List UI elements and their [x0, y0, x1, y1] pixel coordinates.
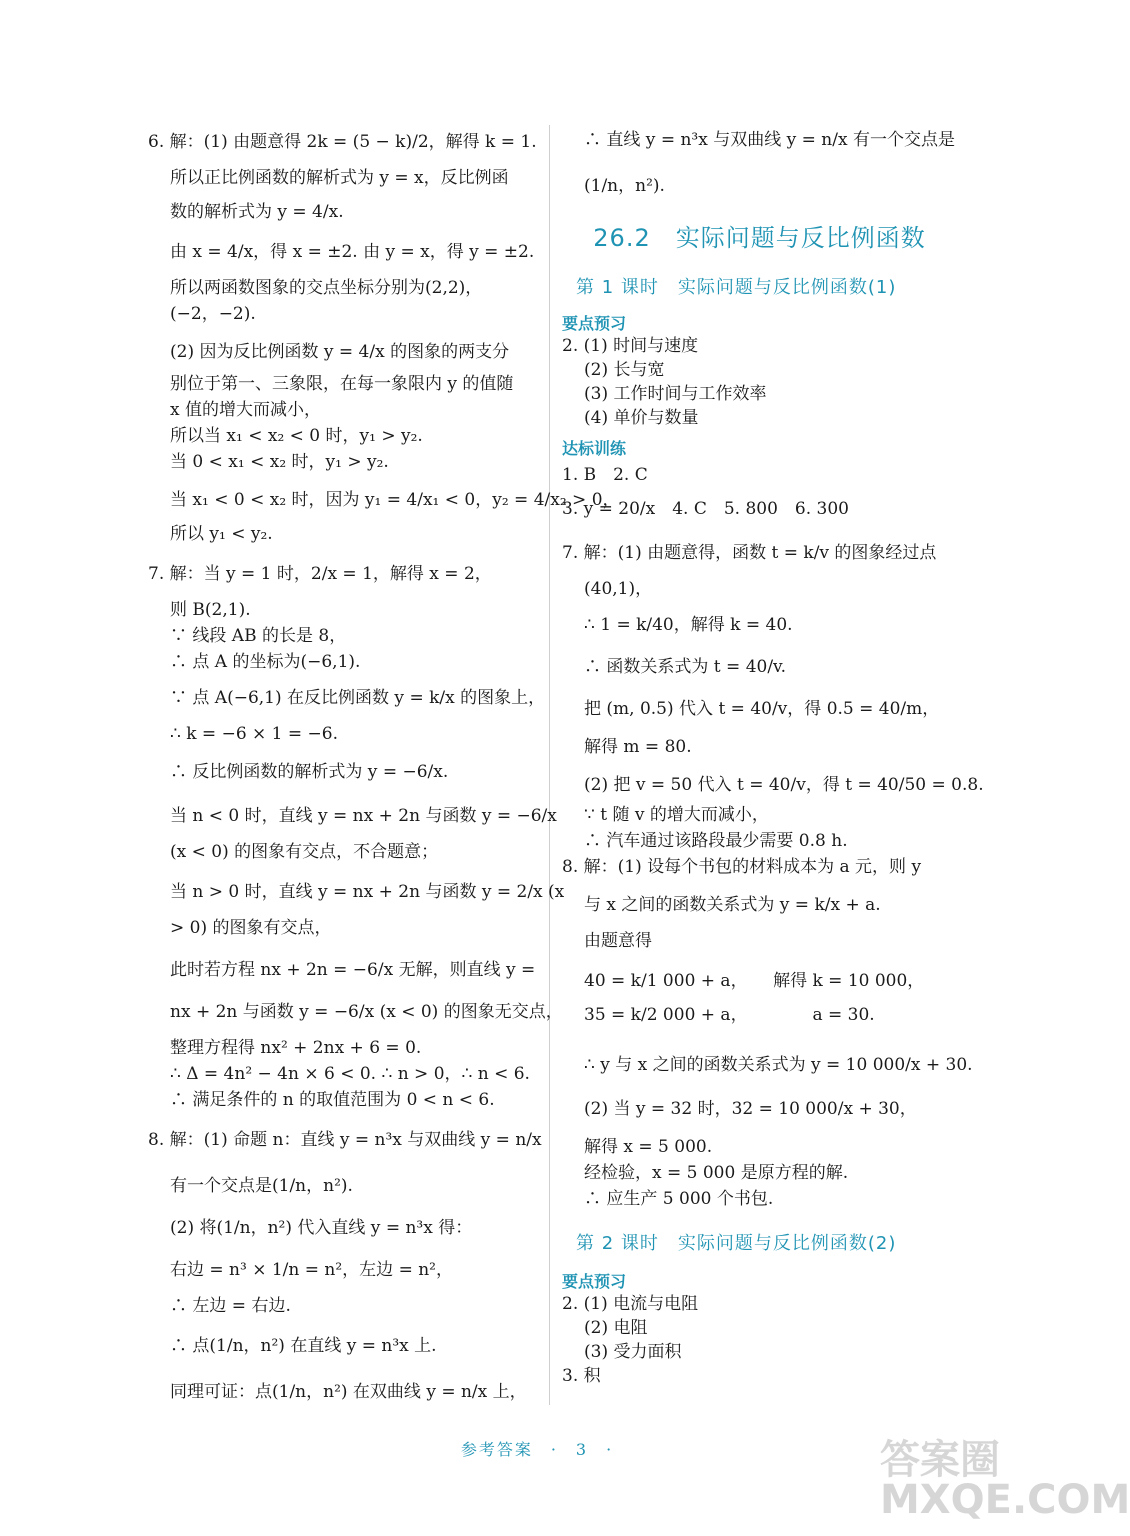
text-line: (2) 电阻	[584, 1318, 648, 1338]
lesson-1-title: 第 1 课时 实际问题与反比例函数(1)	[576, 277, 897, 298]
text-line: 所以两函数图象的交点坐标分别为(2,2)，	[170, 278, 483, 298]
section-title: 26.2 实际问题与反比例函数	[593, 224, 926, 252]
text-line: 当 n < 0 时，直线 y = nx + 2n 与函数 y = −6/x	[170, 806, 557, 826]
lesson-2-title: 第 2 课时 实际问题与反比例函数(2)	[576, 1233, 897, 1254]
text-line: ∴ y 与 x 之间的函数关系式为 y = 10 000/x + 30.	[584, 1055, 973, 1075]
text-line: 1. B 2. C	[562, 465, 648, 485]
text-line: ∴ 点 A 的坐标为(−6,1).	[170, 652, 361, 672]
text-line: ∵ 点 A(−6,1) 在反比例函数 y = k/x 的图象上，	[170, 688, 546, 708]
text-line: > 0) 的图象有交点，	[170, 918, 332, 938]
text-line: 则 B(2,1).	[170, 600, 251, 620]
page-footer: 参考答案 · 3 ·	[460, 1440, 614, 1459]
preview-2-list	[562, 1292, 957, 1388]
text-line: 别位于第一、三象限，在每一象限内 y 的值随	[170, 374, 514, 394]
tag-preview-2: 要点预习	[562, 1272, 627, 1291]
text-line: 有一个交点是(1/n，n²).	[170, 1176, 353, 1196]
text-line: (2) 长与宽	[584, 360, 665, 380]
text-line: 右边 = n³ × 1/n = n²，左边 = n²，	[170, 1260, 453, 1280]
text-line: 同理可证：点(1/n，n²) 在双曲线 y = n/x 上，	[170, 1382, 527, 1402]
text-line: 解得 m = 80.	[584, 737, 692, 757]
text-line: 所以 y₁ < y₂.	[170, 524, 273, 544]
text-line: ∵ 线段 AB 的长是 8，	[170, 626, 347, 646]
text-line: 40 = k/1 000 + a， 解得 k = 10 000，	[584, 971, 925, 991]
text-line: 由题意得	[584, 931, 652, 951]
text-line: 整理方程得 nx² + 2nx + 6 = 0.	[170, 1038, 422, 1058]
text-line: 3. 积	[562, 1366, 601, 1386]
text-line: 6. 解：(1) 由题意得 2k = (5 − k)/2，解得 k = 1.	[148, 132, 537, 152]
text-line: 7. 解：(1) 由题意得，函数 t = k/v 的图象经过点	[562, 543, 937, 563]
text-line: x 值的增大而减小，	[170, 400, 321, 420]
text-line: 解得 x = 5 000.	[584, 1137, 713, 1157]
text-line: ∴ 1 = k/40，解得 k = 40.	[584, 615, 793, 635]
text-line: 由 x = 4/x，得 x = ±2. 由 y = x，得 y = ±2.	[170, 242, 535, 262]
text-line: 7. 解：当 y = 1 时，2/x = 1，解得 x = 2，	[148, 564, 492, 584]
text-line: ∴ 汽车通过该路段最少需要 0.8 h.	[584, 831, 848, 851]
text-line: 2. (1) 电流与电阻	[562, 1294, 699, 1314]
text-line: (1/n，n²).	[584, 176, 665, 196]
training-list	[562, 463, 984, 1211]
text-line: (4) 单价与数量	[584, 408, 699, 428]
text-line: ∴ k = −6 × 1 = −6.	[170, 724, 339, 744]
text-line: 与 x 之间的函数关系式为 y = k/x + a.	[584, 895, 881, 915]
text-line: 当 n > 0 时，直线 y = nx + 2n 与函数 y = 2/x (x	[170, 882, 565, 902]
text-line: (3) 受力面积	[584, 1342, 682, 1362]
text-line: ∴ Δ = 4n² − 4n × 6 < 0. ∴ n > 0，∴ n < 6.	[170, 1064, 530, 1084]
text-line: ∴ 点(1/n，n²) 在直线 y = n³x 上.	[170, 1336, 437, 1356]
text-line: 8. 解：(1) 设每个书包的材料成本为 a 元，则 y	[562, 857, 922, 877]
text-line: (2) 当 y = 32 时，32 = 10 000/x + 30，	[584, 1099, 917, 1119]
text-line: 数的解析式为 y = 4/x.	[170, 202, 344, 222]
column-divider	[549, 125, 550, 1405]
text-line: (x < 0) 的图象有交点，不合题意；	[170, 842, 439, 862]
text-line: ∵ t 随 v 的增大而减小，	[584, 805, 769, 825]
watermark-logo: 答案圈 MXQE.COM	[880, 1437, 1130, 1523]
text-line: 当 0 < x₁ < x₂ 时，y₁ > y₂.	[170, 452, 389, 472]
preview-1-list	[562, 334, 957, 430]
text-line: ∴ 反比例函数的解析式为 y = −6/x.	[170, 762, 449, 782]
text-line: 2. (1) 时间与速度	[562, 336, 699, 356]
right-top-block	[562, 128, 957, 198]
text-line: 35 = k/2 000 + a， a = 30.	[584, 1005, 875, 1025]
text-line: (3) 工作时间与工作效率	[584, 384, 767, 404]
text-line: nx + 2n 与函数 y = −6/x (x < 0) 的图象无交点，	[170, 1002, 563, 1022]
tag-preview-1: 要点预习	[562, 314, 627, 333]
tag-training: 达标训练	[562, 439, 627, 458]
text-line: 所以正比例函数的解析式为 y = x，反比例函	[170, 168, 509, 188]
text-line: ∴ 满足条件的 n 的取值范围为 0 < n < 6.	[170, 1090, 495, 1110]
text-line: ∴ 应生产 5 000 个书包.	[584, 1189, 774, 1209]
text-line: 把 (m, 0.5) 代入 t = 40/v，得 0.5 = 40/m，	[584, 699, 940, 719]
text-line: 当 x₁ < 0 < x₂ 时，因为 y₁ = 4/x₁ < 0，y₂ = 4/x₂ > 0，	[170, 490, 620, 510]
text-line: ∴ 函数关系式为 t = 40/v.	[584, 657, 787, 677]
text-line: (2) 把 v = 50 代入 t = 40/v，得 t = 40/50 = 0.8.	[584, 775, 984, 795]
text-line: (40,1)，	[584, 579, 653, 599]
text-line: 经检验，x = 5 000 是原方程的解.	[584, 1163, 849, 1183]
text-line: ∴ 左边 = 右边.	[170, 1296, 291, 1316]
text-line: (−2，−2).	[170, 304, 256, 324]
text-line: ∴ 直线 y = n³x 与双曲线 y = n/x 有一个交点是	[584, 130, 955, 150]
text-line: 8. 解：(1) 命题 n：直线 y = n³x 与双曲线 y = n/x	[148, 1130, 542, 1150]
text-line: (2) 将(1/n，n²) 代入直线 y = n³x 得：	[170, 1218, 473, 1238]
right-column	[562, 120, 984, 1388]
text-line: 此时若方程 nx + 2n = −6/x 无解，则直线 y =	[170, 960, 536, 980]
text-line: (2) 因为反比例函数 y = 4/x 的图象的两支分	[170, 342, 510, 362]
text-line: 3. y = 20/x 4. C 5. 800 6. 300	[562, 499, 849, 519]
text-line: 所以当 x₁ < x₂ < 0 时，y₁ > y₂.	[170, 426, 423, 446]
